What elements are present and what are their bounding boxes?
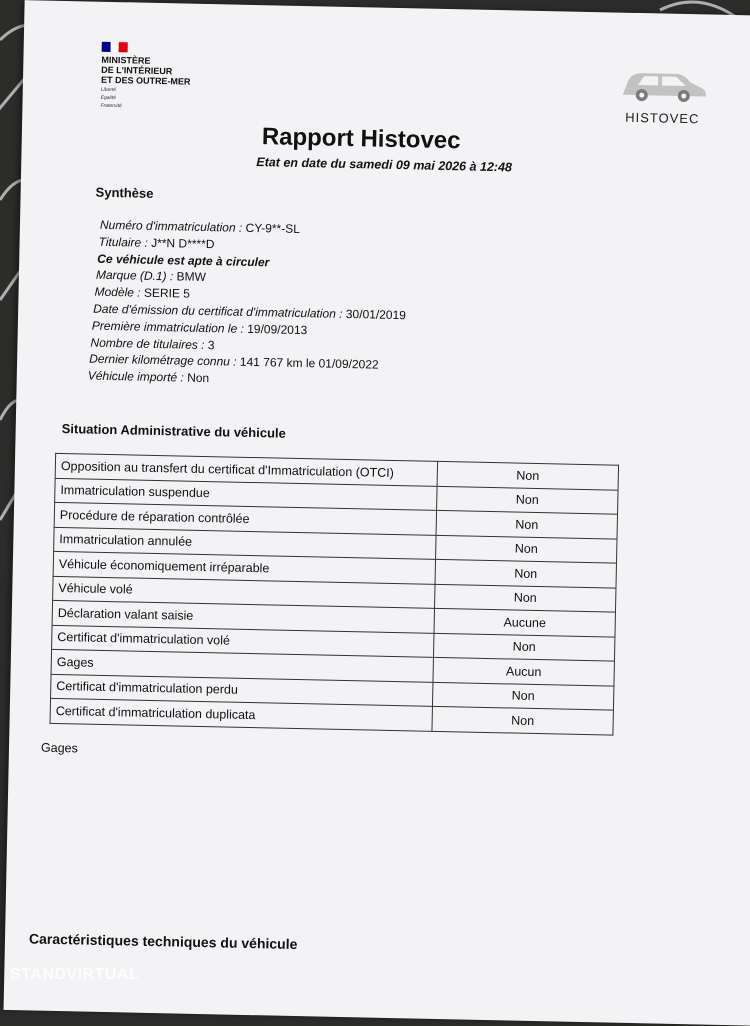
motto-liberte: Liberté: [100, 86, 117, 94]
row-label: Immatriculation suspendue: [55, 478, 437, 510]
kilometrage-label: Dernier kilométrage connu :: [89, 351, 241, 370]
motto-fraternite: Fraternité: [100, 102, 122, 110]
ministry-logo: [100, 42, 231, 112]
premiere-value: 19/09/2013: [247, 321, 308, 337]
date-emission-value: 30/01/2019: [345, 306, 407, 323]
row-value: Aucune: [434, 608, 615, 636]
watermark-logo: STANDVIRTUAL: [10, 966, 140, 983]
synthese-list: [87, 217, 510, 394]
report-date: Etat en date du samedi 09 mai 2026 à 12:48: [256, 155, 513, 175]
situation-heading: Situation Administrative du véhicule: [61, 421, 286, 441]
immatriculation-value: CY-9**-SL: [245, 220, 301, 236]
histovec-logo: [612, 62, 713, 126]
caracteristiques-heading: Caractéristiques techniques du véhicule: [28, 930, 298, 953]
synthese-heading: Synthèse: [95, 184, 154, 201]
document-sheet: [4, 0, 750, 1026]
row-value: Non: [432, 682, 613, 710]
importe-value: Non: [187, 370, 210, 386]
titulaires-label: Nombre de titulaires :: [90, 335, 209, 352]
row-label: Véhicule volé: [53, 576, 435, 608]
modele-value: SERIE 5: [143, 285, 191, 301]
marianne-flag-icon: [102, 42, 128, 53]
titulaires-value: 3: [207, 337, 215, 352]
row-value: Aucun: [433, 657, 614, 685]
row-label: Certificat d'immatriculation volé: [52, 625, 434, 657]
row-value: Non: [437, 486, 618, 514]
car-icon: [618, 63, 709, 105]
row-value: Non: [436, 510, 617, 538]
ministry-line-3: ET DES OUTRE-MER: [100, 74, 191, 87]
importe-label: Véhicule importé :: [87, 368, 188, 385]
row-value: Non: [436, 535, 617, 563]
row-label: Immatriculation annulée: [54, 527, 436, 559]
histovec-brand: HISTOVEC: [625, 109, 700, 127]
row-label: Véhicule économiquement irréparable: [53, 551, 435, 583]
row-label: Opposition au transfert du certificat d'Immatriculation (OTCI): [55, 453, 437, 485]
motto-egalite: Égalité: [100, 94, 116, 102]
titulaire-label: Titulaire :: [98, 234, 152, 250]
row-value: Non: [435, 584, 616, 612]
situation-table: [50, 453, 620, 735]
row-value: Non: [432, 706, 613, 734]
immatriculation-label: Numéro d'immatriculation :: [99, 217, 246, 235]
marque-label: Marque (D.1) :: [95, 268, 177, 284]
apte-status: Ce véhicule est apte à circuler: [97, 251, 270, 269]
kilometrage-value: 141 767 km le 01/09/2022: [239, 355, 379, 373]
row-label: Certificat d'immatriculation duplicata: [50, 698, 432, 730]
row-value: Non: [437, 461, 618, 489]
ministry-line-2: DE L'INTÉRIEUR: [101, 64, 173, 77]
row-label: Certificat d'immatriculation perdu: [51, 674, 433, 706]
date-emission-label: Date d'émission du certificat d'immatriculation :: [93, 301, 346, 321]
row-label: Procédure de réparation contrôlée: [54, 502, 436, 534]
marque-value: BMW: [176, 269, 207, 285]
row-value: Non: [433, 633, 614, 661]
row-label: Gages: [51, 649, 433, 681]
page-title: Rapport Histovec: [261, 123, 461, 155]
ministry-line-1: MINISTÈRE: [101, 54, 151, 66]
row-value: Non: [435, 559, 616, 587]
gages-heading: Gages: [40, 740, 78, 756]
row-label: Déclaration valant saisie: [52, 600, 434, 632]
titulaire-value: J**N D****D: [151, 235, 215, 251]
modele-label: Modèle :: [94, 284, 145, 300]
premiere-label: Première immatriculation le :: [91, 318, 248, 336]
